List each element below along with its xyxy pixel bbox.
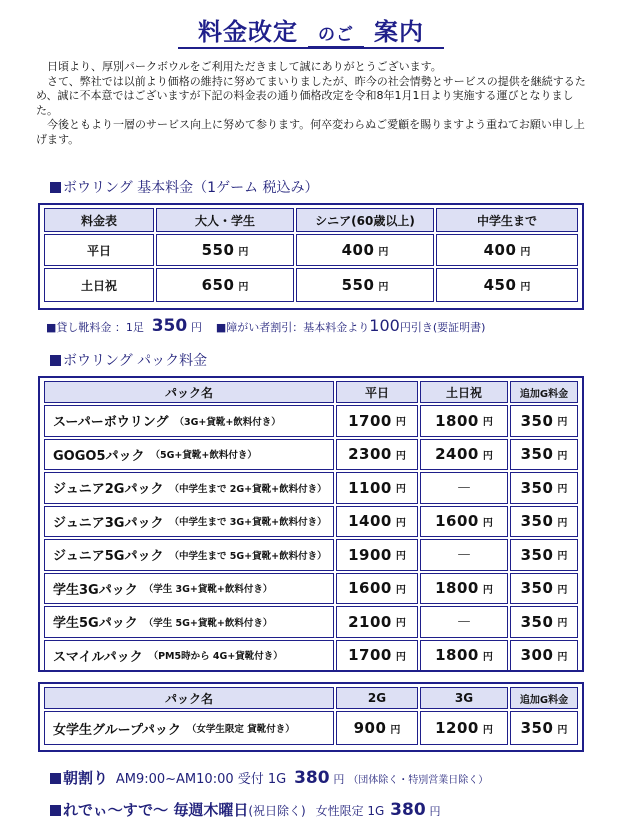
page-title: [0, 12, 622, 47]
pack-note: （中学生まで 5G+貸靴+飲料付き）: [169, 550, 327, 562]
pack-weekday-price: 1100 円: [336, 472, 418, 504]
basic-header-cell: 中学生まで: [436, 208, 578, 232]
girls-price-extra: 350 円: [510, 711, 578, 745]
pack-name-cell: [44, 640, 334, 672]
pack-extra-price: 350 円: [510, 573, 578, 605]
square-bullet-icon: [50, 805, 61, 816]
pack-extra-price: 350 円: [510, 606, 578, 638]
pack-name-cell: [44, 439, 334, 471]
basic-price-cell: 650 円: [156, 268, 294, 302]
pack-name-cell: [44, 472, 334, 504]
girls-price-3g: 1200 円: [420, 711, 508, 745]
pack-header-cell: 平日: [336, 381, 418, 403]
pack-extra-price: 350 円: [510, 506, 578, 538]
basic-row-label: 平日: [44, 234, 154, 266]
title-particle: のご: [308, 25, 364, 48]
pack-name: ジュニア3Gパック: [53, 515, 164, 531]
ladies-price: 380: [390, 800, 426, 820]
pack-weekday-price: 1900 円: [336, 539, 418, 571]
pack-holiday-price: 1800 円: [420, 405, 508, 437]
basic-heading-text: ボウリング 基本料金（1ゲーム 税込み）: [63, 180, 319, 196]
basic-price-cell: 400 円: [436, 234, 578, 266]
morning-discount-line: 朝割り AM9:00~AM10:00 受付 1G 380 円 （団体除く・特別営業日除く）: [50, 767, 488, 788]
pack-extra-price: 350 円: [510, 405, 578, 437]
pack-name-cell: [44, 405, 334, 437]
pack-holiday-price: —: [420, 472, 508, 504]
pack-note: （中学生まで 2G+貸靴+飲料付き）: [169, 483, 327, 495]
intro-text: [36, 60, 586, 147]
pack-name-cell: [44, 606, 334, 638]
pack-note: （中学生まで 3G+貸靴+飲料付き）: [169, 517, 327, 529]
shoe-rental-line: ■貸し靴料金 ：1足 350 円 ■障がい者割引：基本料金より100円引き(要証明書): [46, 316, 486, 336]
morning-label: 朝割り: [63, 769, 109, 787]
basic-section-heading: [50, 177, 319, 197]
pack-header-cell: パック名: [44, 381, 334, 403]
basic-price-cell: 550 円: [296, 268, 434, 302]
girls-pack-name: 女学生グループパック （女学生限定 貸靴付き）: [44, 711, 334, 745]
square-bullet-icon: [50, 355, 61, 366]
pack-note: （3G+貸靴+飲料付き）: [174, 416, 281, 428]
pack-holiday-price: —: [420, 539, 508, 571]
pack-name-cell: [44, 506, 334, 538]
square-bullet-icon: [50, 773, 61, 784]
intro-paragraph-3: 今後ともより一層のサービス向上に努めて参ります。何卒変わらぬご愛顧を賜りますよう重ねてお願い申し上げます。: [36, 118, 585, 146]
pack-extra-price: 350 円: [510, 539, 578, 571]
pack-heading-text: ボウリング パック料金: [63, 353, 208, 369]
pack-section-heading: [50, 350, 207, 370]
intro-paragraph-1: 日頃より、厚別パークボウルをご利用ただきまして誠にありがとうございます。: [47, 60, 442, 73]
basic-header-cell: 大人・学生: [156, 208, 294, 232]
girls-header-cell: パック名: [44, 687, 334, 709]
girls-price-2g: 900 円: [336, 711, 418, 745]
pack-note: （5G+貸靴+飲料付き）: [150, 450, 257, 462]
pack-name: GOGO5パック: [53, 448, 145, 464]
pack-name: ジュニア5Gパック: [53, 549, 164, 565]
pack-weekday-price: 1700 円: [336, 640, 418, 672]
pack-name: スマイルパック: [53, 649, 143, 665]
girls-header-cell: 追加G料金: [510, 687, 578, 709]
girls-header-cell: 2G: [336, 687, 418, 709]
pack-weekday-price: 1600 円: [336, 573, 418, 605]
pack-name: ジュニア2Gパック: [53, 482, 164, 498]
pack-name-cell: [44, 573, 334, 605]
intro-paragraph-2: さて、弊社では以前より価格の維持に努めてまいりましたが、昨今の社会情勢とサービスの提供を継続するため、誠に不本意ではございますが下記の料金表の通り価格改定を令和8年1月1日より実施する運びとなりました。: [36, 74, 586, 117]
basic-price-cell: 400 円: [296, 234, 434, 266]
pack-holiday-price: —: [420, 606, 508, 638]
pack-header-cell: 土日祝: [420, 381, 508, 403]
title-tail: 案内: [364, 18, 434, 49]
pack-extra-price: 350 円: [510, 472, 578, 504]
pack-note: （PM5時から 4G+貸靴付き）: [148, 651, 283, 663]
pack-extra-price: 350 円: [510, 439, 578, 471]
pack-holiday-price: 2400 円: [420, 439, 508, 471]
shoe-price: 350: [151, 316, 188, 336]
basic-price-cell: 550 円: [156, 234, 294, 266]
pack-name: 学生5Gパック: [53, 616, 138, 632]
pack-holiday-price: 1800 円: [420, 573, 508, 605]
pack-extra-price: 300 円: [510, 640, 578, 672]
discount-label: ■障がい者割引：基本料金より: [215, 321, 370, 334]
basic-price-cell: 450 円: [436, 268, 578, 302]
basic-row-label: 土日祝: [44, 268, 154, 302]
pack-header-cell: 追加G料金: [510, 381, 578, 403]
basic-header-cell: シニア(60歳以上): [296, 208, 434, 232]
morning-price: 380: [294, 768, 330, 788]
pack-weekday-price: 1700 円: [336, 405, 418, 437]
pack-holiday-price: 1600 円: [420, 506, 508, 538]
title-main: 料金改定: [188, 18, 308, 49]
pack-holiday-price: 1800 円: [420, 640, 508, 672]
ladies-label: れでぃ～すで～ 毎週木曜日: [63, 801, 249, 819]
ladies-day-line: れでぃ～すで～ 毎週木曜日(祝日除く) 女性限定 1G 380 円: [50, 799, 440, 820]
pack-name: スーパーボウリング: [53, 415, 169, 431]
basic-header-cell: 料金表: [44, 208, 154, 232]
pack-weekday-price: 2100 円: [336, 606, 418, 638]
pack-name: 学生3Gパック: [53, 582, 138, 598]
square-bullet-icon: [50, 182, 61, 193]
pack-note: （学生 3G+貸靴+飲料付き）: [143, 584, 273, 596]
girls-header-cell: 3G: [420, 687, 508, 709]
pack-note: （学生 5G+貸靴+飲料付き）: [143, 617, 273, 629]
pack-weekday-price: 2300 円: [336, 439, 418, 471]
pack-weekday-price: 1400 円: [336, 506, 418, 538]
pack-name-cell: [44, 539, 334, 571]
